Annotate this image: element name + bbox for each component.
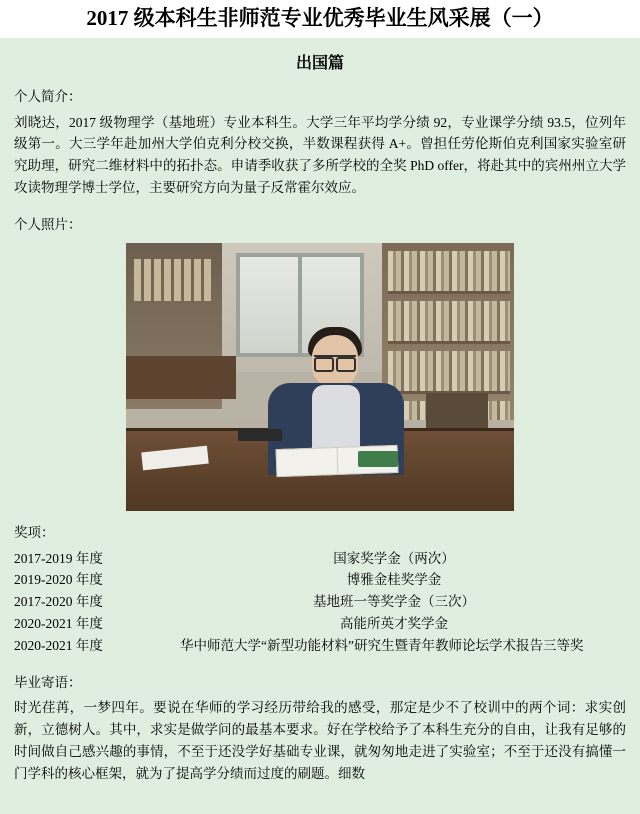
page-title: 2017 级本科生非师范专业优秀毕业生风采展（一） [86,6,554,30]
award-year: 2017-2020 年度 [14,594,103,610]
farewell-label: 毕业寄语： [14,674,82,690]
awards-label: 奖项： [14,525,55,541]
photo-container [14,243,626,511]
document-content [0,50,640,784]
table-row [14,613,626,635]
table-row [14,591,626,613]
award-year: 2017-2019 年度 [14,550,103,566]
award-name: 基地班一等奖学金（三次） [313,594,475,610]
section-title: 出国篇 [295,55,344,73]
award-name: 博雅金桂奖学金 [346,572,442,588]
table-row [14,635,626,657]
profile-label: 个人简介： [14,89,82,105]
award-name: 高能所英才奖学金 [340,616,448,632]
award-year: 2020-2021 年度 [14,616,103,632]
photo-label: 个人照片： [14,217,82,233]
award-name: 国家奖学金（两次） [333,550,455,566]
award-name: 华中师范大学“新型功能材料”研究生暨青年教师论坛学术报告三等奖 [180,637,584,653]
table-row [14,548,626,570]
awards-table [14,548,626,657]
title-bar [0,0,640,38]
award-year: 2020-2021 年度 [14,637,103,653]
student-photo [126,243,514,511]
farewell-text: 时光荏苒，一梦四年。要说在华师的学习经历带给我的感受，那定是少不了校训中的两个词：求实创新，立德树人。其中，求实是做学问的最基本要求。好在学校给予了本科生充分的自由，让我有足够的时间做自己感兴趣的事情，不至于还没学好基础专业课，就匆匆地走进了实验室；不至于还没有搞懂一门学科的核心框架，就为了提高学分绩而过度的刷题。细数 [14,700,626,781]
award-year: 2019-2020 年度 [14,572,103,588]
profile-text: 刘晓达，2017 级物理学（基地班）专业本科生。大学三年平均学分绩 92，专业课学分绩 93.5，位列年级第一。大三学年赴加州大学伯克利分校交换，半数课程获得 A+。曾担任劳伦斯伯克利国家实验室研究助理，研究二维材料中的拓扑态。申请季收获了多所学校的全奖 PhD offer，将赴其中的宾州州立大学攻读物理学博士学位，主要研究方向为量子反常霍尔效应。 [14,114,626,196]
table-row [14,569,626,591]
